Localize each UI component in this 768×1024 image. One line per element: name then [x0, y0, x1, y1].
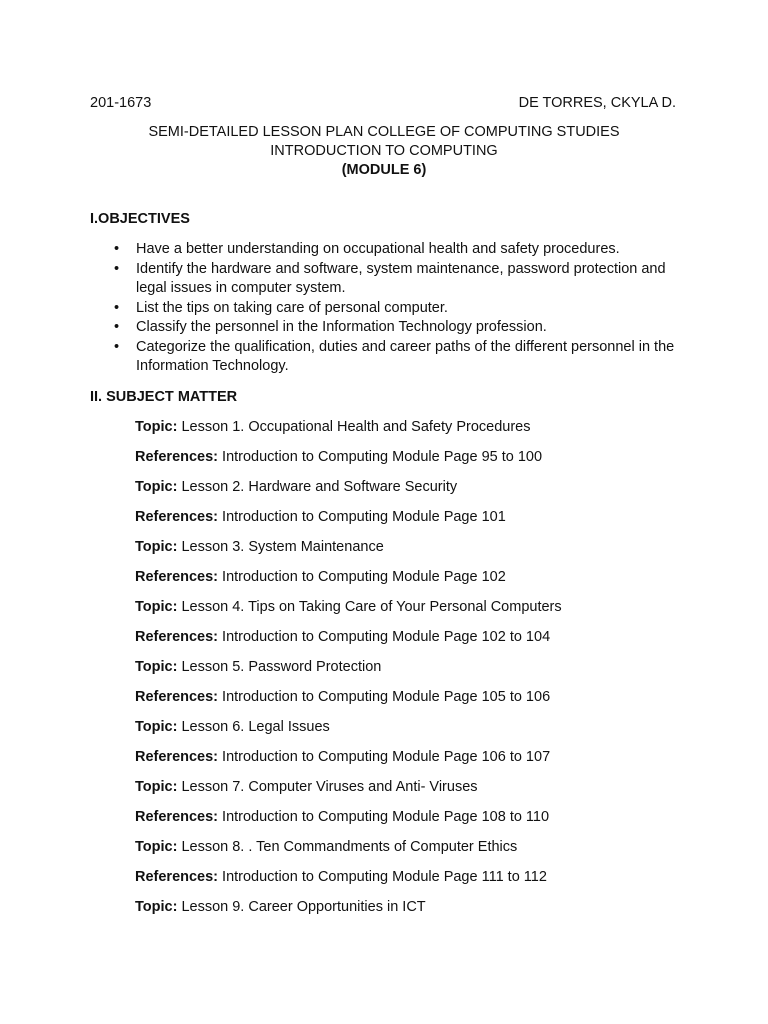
bullet-icon: • [114, 338, 120, 355]
references-text: Introduction to Computing Module Page 105 to 106 [218, 689, 551, 705]
topic-label: Topic: [135, 899, 178, 915]
references-text: Introduction to Computing Module Page 95 to 100 [218, 449, 543, 465]
document-header [90, 94, 676, 112]
references-label: References: [135, 449, 219, 465]
title-module: (MODULE 6) [341, 162, 427, 178]
topic-label: Topic: [135, 479, 178, 495]
topic-text: Lesson 8. . Ten Commandments of Computer Ethics [177, 839, 518, 855]
topic-label: Topic: [135, 539, 178, 555]
references-label: References: [135, 749, 219, 765]
topic-label: Topic: [135, 659, 178, 675]
topic-line [135, 838, 735, 868]
title-line-2: INTRODUCTION TO COMPUTING [270, 143, 498, 159]
objective-text: Have a better understanding on occupational health and safety procedures. [136, 241, 620, 257]
list-item [90, 260, 690, 299]
references-label: References: [135, 509, 219, 525]
subject-matter-list [135, 418, 735, 928]
references-line [135, 868, 735, 898]
bullet-icon: • [114, 241, 120, 257]
document-title [0, 123, 768, 180]
references-text: Introduction to Computing Module Page 111 to 112 [218, 869, 547, 885]
list-item [90, 240, 690, 260]
topic-line [135, 778, 735, 808]
references-text: Introduction to Computing Module Page 101 [218, 509, 506, 525]
topic-text: Lesson 6. Legal Issues [177, 719, 330, 735]
topic-label: Topic: [135, 719, 178, 735]
references-text: Introduction to Computing Module Page 102 [218, 569, 506, 585]
bullet-icon: • [114, 260, 120, 277]
references-label: References: [135, 869, 219, 885]
topic-text: Lesson 4. Tips on Taking Care of Your Personal Computers [177, 599, 562, 615]
objective-text: Identify the hardware and software, system maintenance, password protection and legal issues in computer system. [136, 260, 666, 296]
objectives-heading: I.OBJECTIVES [90, 211, 190, 227]
topic-line [135, 478, 735, 508]
references-line [135, 808, 735, 838]
bullet-icon: • [114, 299, 120, 316]
list-item [90, 299, 690, 319]
references-line [135, 568, 735, 598]
topic-label: Topic: [135, 839, 178, 855]
references-line [135, 448, 735, 478]
topic-line [135, 718, 735, 748]
subject-matter-heading: II. SUBJECT MATTER [90, 389, 238, 405]
title-line-1: SEMI-DETAILED LESSON PLAN COLLEGE OF COMPUTING STUDIES [148, 124, 620, 140]
objective-text: Categorize the qualification, duties and career paths of the different personnel in the Information Technology. [136, 338, 675, 374]
bullet-icon: • [114, 319, 120, 335]
references-label: References: [135, 689, 219, 705]
topic-line [135, 538, 735, 568]
objective-text: Classify the personnel in the Information Technology profession. [136, 319, 547, 335]
references-line [135, 688, 735, 718]
objective-text: List the tips on taking care of personal computer. [136, 299, 448, 316]
references-label: References: [135, 809, 219, 825]
student-name: DE TORRES, CKYLA D. [518, 95, 676, 111]
topic-line [135, 418, 735, 448]
references-line [135, 508, 735, 538]
topic-label: Topic: [135, 779, 178, 795]
objectives-list [90, 240, 690, 377]
references-text: Introduction to Computing Module Page 102 to 104 [218, 629, 551, 645]
topic-text: Lesson 3. System Maintenance [177, 539, 384, 555]
references-text: Introduction to Computing Module Page 108 to 110 [218, 809, 550, 825]
topic-label: Topic: [135, 599, 178, 615]
topic-text: Lesson 1. Occupational Health and Safety Procedures [177, 419, 531, 435]
list-item [90, 318, 690, 338]
topic-label: Topic: [135, 419, 178, 435]
topic-line [135, 898, 735, 928]
references-label: References: [135, 629, 219, 645]
topic-line [135, 658, 735, 688]
list-item [90, 338, 690, 377]
topic-text: Lesson 2. Hardware and Software Security [177, 479, 458, 495]
topic-text: Lesson 7. Computer Viruses and Anti- Viruses [177, 779, 478, 795]
references-text: Introduction to Computing Module Page 106 to 107 [218, 749, 551, 765]
topic-text: Lesson 5. Password Protection [177, 659, 382, 675]
references-line [135, 628, 735, 658]
topic-text: Lesson 9. Career Opportunities in ICT [177, 899, 426, 915]
references-label: References: [135, 569, 219, 585]
topic-line [135, 598, 735, 628]
student-id-number: 201-1673 [90, 95, 152, 111]
references-line [135, 748, 735, 778]
